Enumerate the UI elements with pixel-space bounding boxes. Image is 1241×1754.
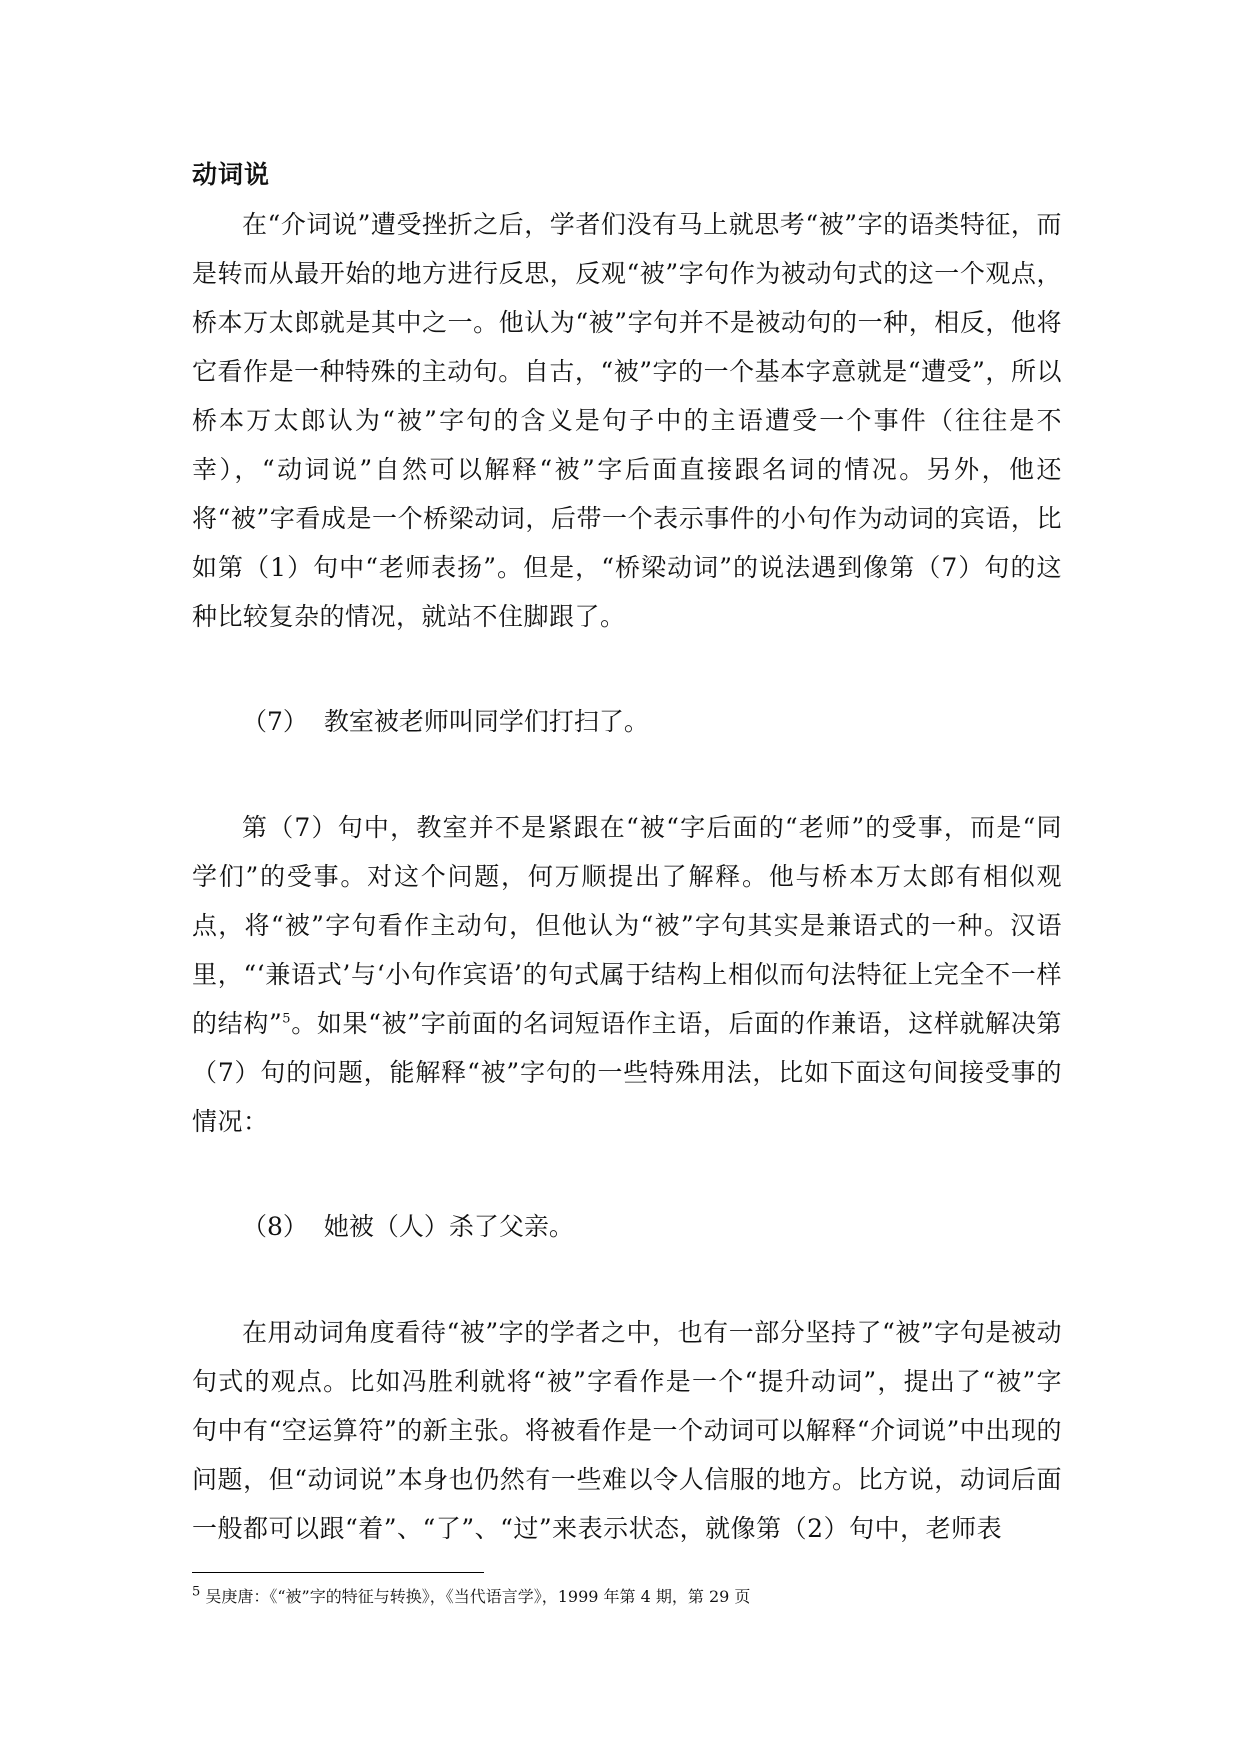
paragraph-1: 在“介词说”遭受挫折之后，学者们没有马上就思考“被”字的语类特征，而是转而从最开始的地方进行反思，反观“被”字句作为被动句式的这一个观点，桥本万太郎就是其中之一。他认为“被”字句并不是被动句的一种，相反，他将它看作是一种特殊的主动句。自古，“被”字的一个基本字意就是“遭受”，所以桥本万太郎认为“被”字句的含义是句子中的主语遭受一个事件（往往是不幸），“动词说”自然可以解释“被”字后面直接跟名词的情况。另外，他还将“被”字看成是一个桥梁动词，后带一个表示事件的小句作为动词的宾语，比如第（1）句中“老师表扬”。但是，“桥梁动词”的说法遇到像第（7）句的这种比较复杂的情况，就站不住脚跟了。 [192, 210, 1062, 631]
example-number: （7） [242, 707, 308, 736]
footnote [192, 1584, 1062, 1610]
section-heading: 动词说 [192, 160, 271, 189]
example-text: 她被（人）杀了父亲。 [323, 1212, 574, 1241]
paragraph-2-text: 第（7）句中，教室并不是紧跟在“被“字后面的“老师”的受事，而是“同学们”的受事。对这个问题，何万顺提出了解释。他与桥本万太郎有相似观点，将“被”字句看作主动句，但他认为“被”字句其实是兼语式的一种。汉语里，“‘兼语式’与‘小句作宾语’的句式属于结构上相似而句法特征上完全不一样的结构” [192, 813, 1062, 1038]
footnote-separator [192, 1572, 484, 1573]
paragraph-2 [192, 803, 1062, 1146]
example-8 [192, 1202, 1062, 1251]
footnote-reference[interactable]: 5 [282, 1011, 292, 1027]
footnote-marker: 5 [192, 1584, 201, 1600]
example-7 [192, 697, 1062, 746]
example-number: （8） [242, 1212, 308, 1241]
footnote-text: 吴庚唐：《“被”字的特征与转换》，《当代语言学》，1999 年第 4 期，第 29 页 [205, 1587, 751, 1606]
example-text: 教室被老师叫同学们打扫了。 [323, 707, 649, 736]
paragraph-2-continuation: 。如果“被”字前面的名词短语作主语，后面的作兼语，这样就解决第（7）句的问题，能解释“被”字句的一些特殊用法，比如下面这句间接受事的情况： [192, 1009, 1062, 1136]
paragraph-3: 在用动词角度看待“被”字的学者之中，也有一部分坚持了“被”字句是被动句式的观点。比如冯胜利就将“被”字看作是一个“提升动词”，提出了“被”字句中有“空运算符”的新主张。将被看作是一个动词可以解释“介词说”中出现的问题，但“动词说”本身也仍然有一些难以令人信服的地方。比方说，动词后面一般都可以跟“着”、“了”、“过”来表示状态，就像第（2）句中，老师表 [192, 1318, 1062, 1543]
main-content [192, 150, 1062, 1553]
